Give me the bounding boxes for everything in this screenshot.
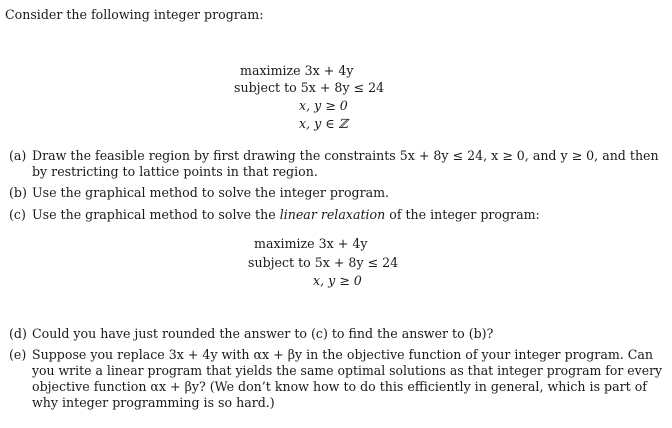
item-c-text-pre: Use the graphical method to solve the (32, 207, 280, 222)
ip-objective: maximize 3x + 4y (240, 63, 354, 78)
item-a-label: (a) (9, 148, 27, 163)
item-c-line-1 (32, 207, 540, 223)
item-a-line-1: Draw the feasible region by first drawing the constraints 5x + 8y ≤ 24, x ≥ 0, and y ≥ 0, and then (32, 148, 659, 163)
ip-nonnegativity: x, y ≥ 0 (299, 98, 348, 113)
item-c-label: (c) (9, 207, 26, 222)
item-e-line-3: objective function αx + βy? (We don’t know how to do this efficiently in general, which is part of (32, 379, 647, 394)
item-e-label: (e) (9, 347, 27, 362)
lp-objective: maximize 3x + 4y (254, 236, 368, 251)
item-d-line-1: Could you have just rounded the answer to (c) to find the answer to (b)? (32, 326, 494, 341)
item-e-line-2: you write a linear program that yields the same optimal solutions as that integer program for every (32, 363, 663, 378)
item-c-text-post: of the integer program: (385, 207, 540, 222)
intro-text: Consider the following integer program: (5, 7, 264, 22)
item-e-line-4: why integer programming is so hard.) (32, 395, 275, 410)
lp-constraint: subject to 5x + 8y ≤ 24 (248, 255, 399, 270)
lp-nonnegativity: x, y ≥ 0 (313, 273, 362, 288)
ip-integrality: x, y ∈ ℤ (299, 116, 348, 131)
item-b-line-1: Use the graphical method to solve the integer program. (32, 185, 390, 200)
item-a-line-2: by restricting to lattice points in that region. (32, 164, 318, 179)
ip-constraint: subject to 5x + 8y ≤ 24 (234, 80, 385, 95)
item-d-label: (d) (9, 326, 27, 341)
item-c-emphasis: linear relaxation (279, 207, 386, 222)
item-e-line-1: Suppose you replace 3x + 4y with αx + βy in the objective function of your integer program. Can (32, 347, 654, 362)
item-b-label: (b) (9, 185, 27, 200)
